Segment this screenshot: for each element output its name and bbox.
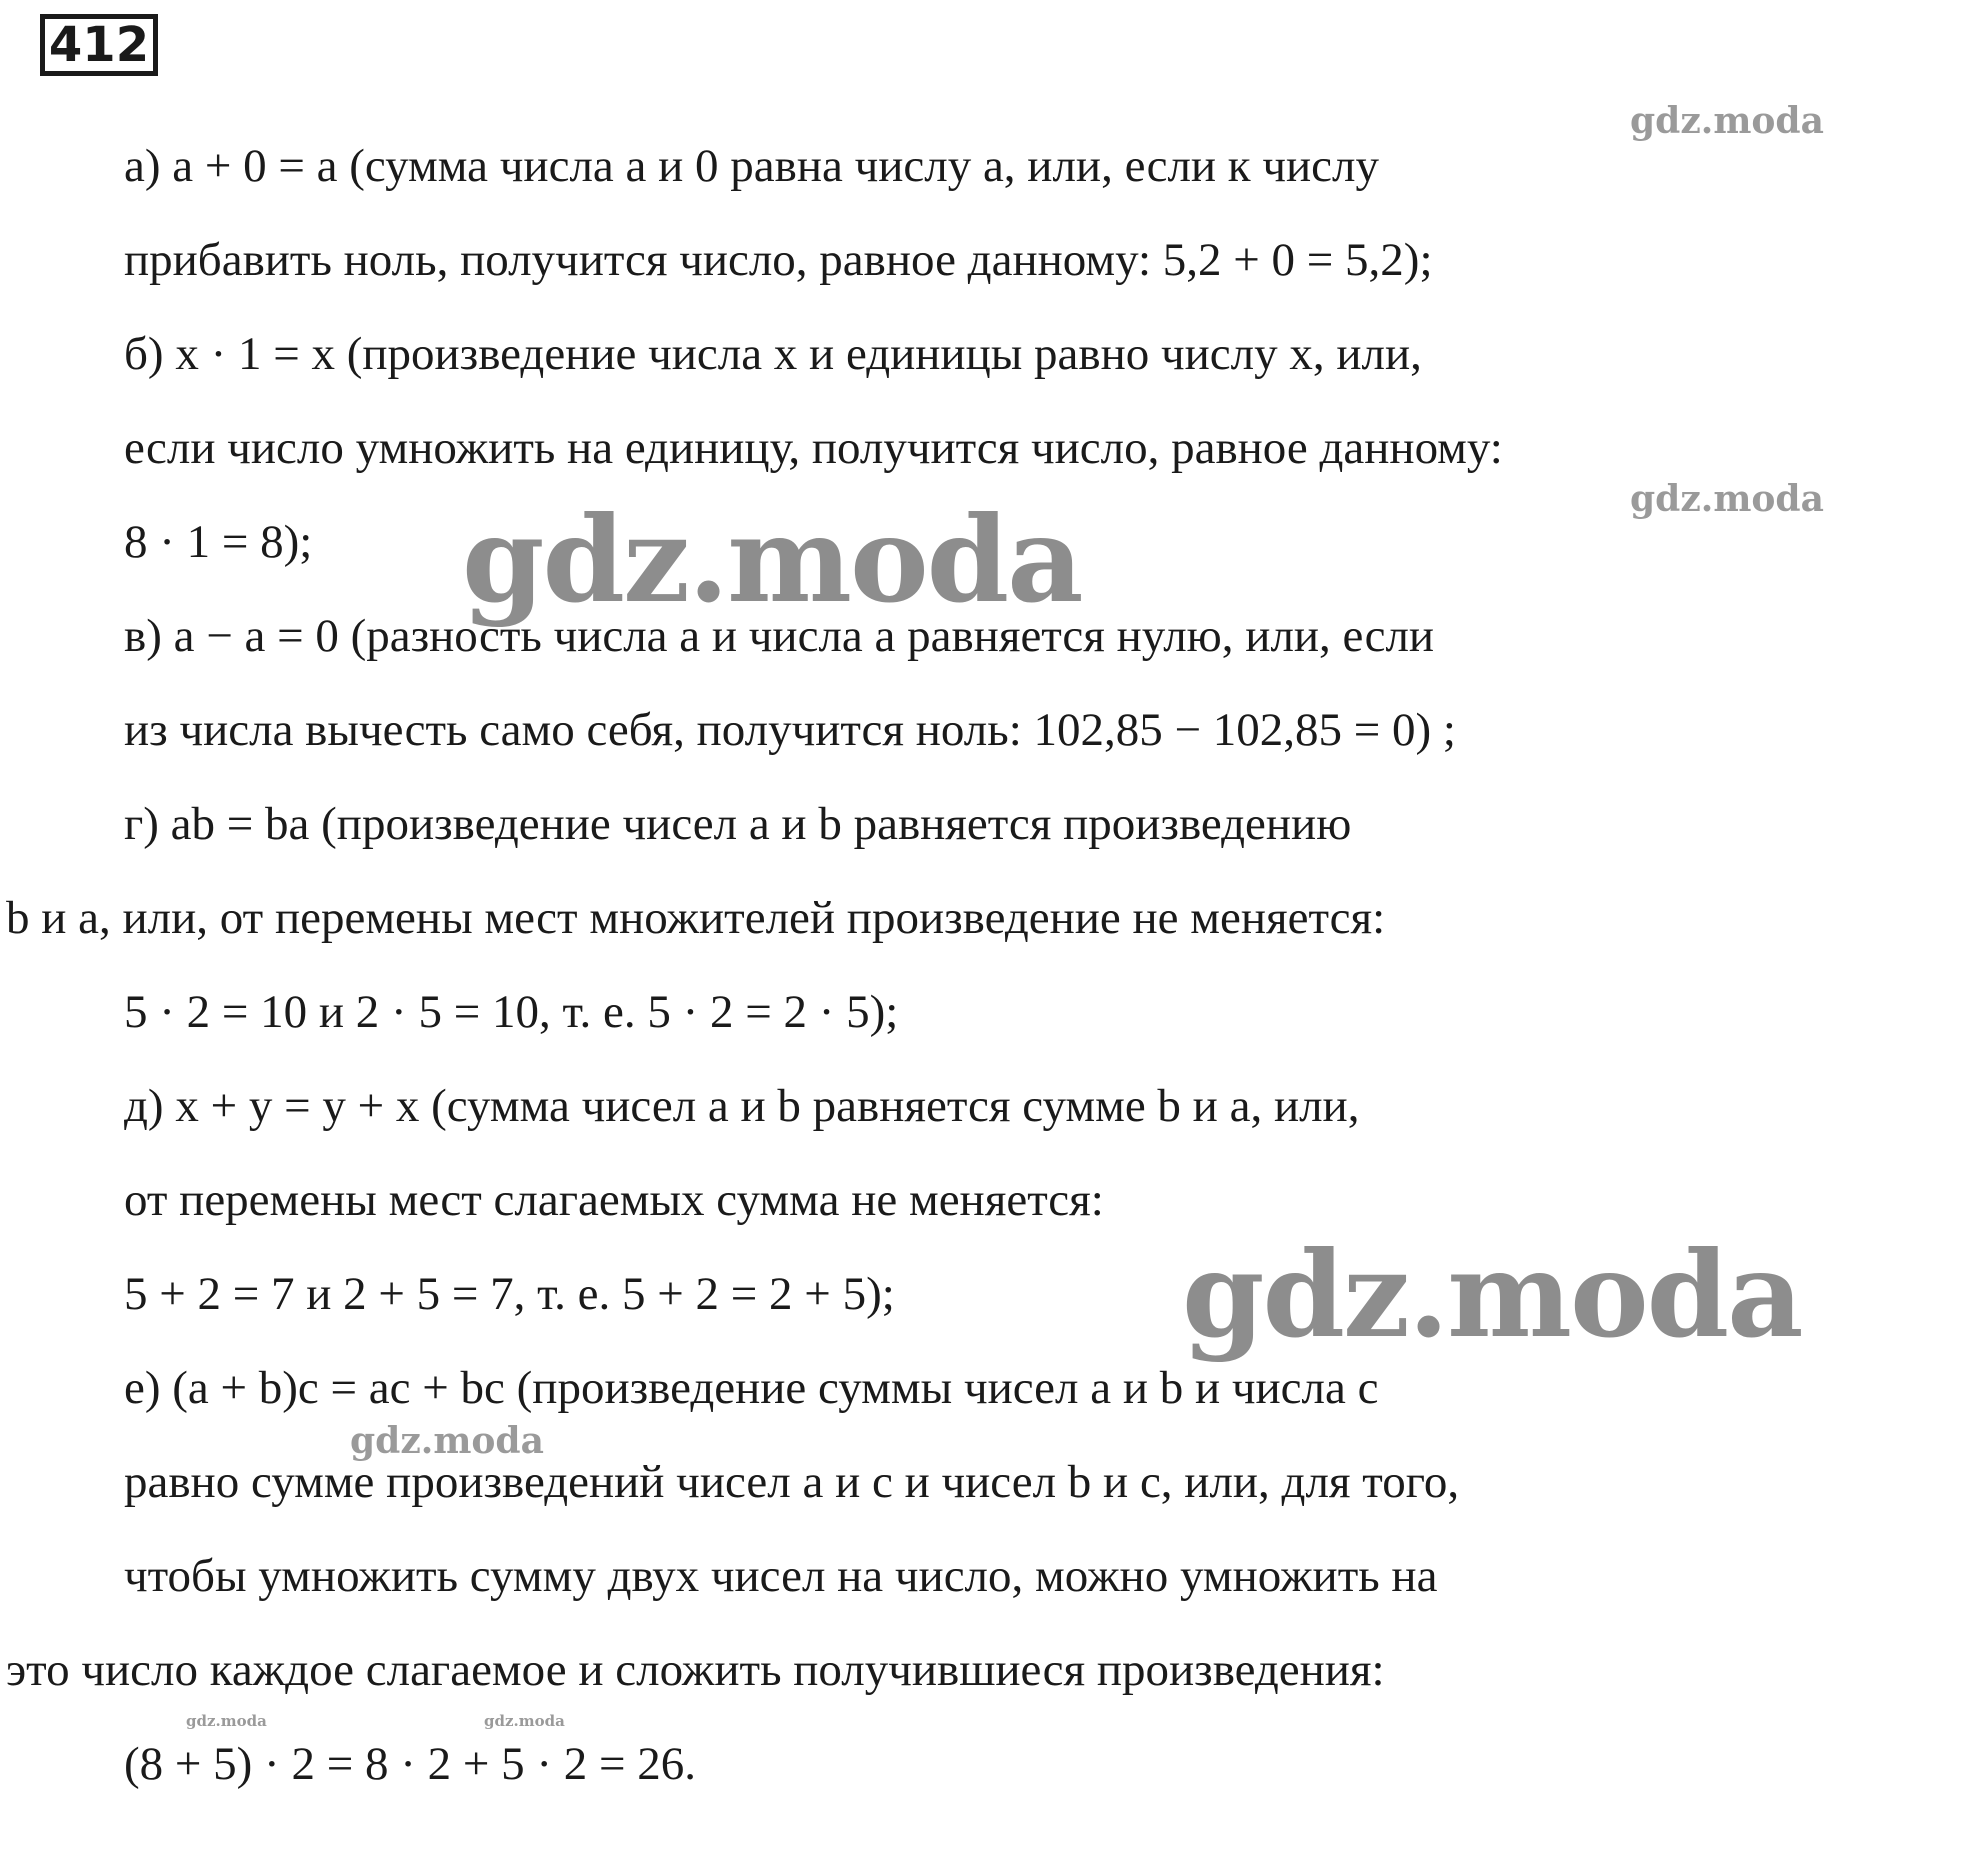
- text-line-3: б) x · 1 = x (произведение числа x и единицы равно числу x, или,: [124, 328, 1422, 380]
- watermark: gdz.moda: [462, 490, 1082, 629]
- watermark: gdz.moda: [1630, 478, 1824, 520]
- text-line-5: 8 · 1 = 8);: [124, 516, 313, 568]
- text-line-12: от перемены мест слагаемых сумма не меняется:: [124, 1174, 1104, 1226]
- watermark: gdz.moda: [1630, 100, 1824, 142]
- text-line-2: прибавить ноль, получится число, равное данному: 5,2 + 0 = 5,2);: [124, 234, 1433, 286]
- text-line-17: это число каждое слагаемое и сложить получившиеся произведения:: [6, 1644, 1385, 1696]
- text-line-6: в) a − a = 0 (разность числа a и числа a равняется нулю, или, если: [124, 610, 1435, 662]
- text-line-7: из числа вычесть само себя, получится ноль: 102,85 − 102,85 = 0) ;: [124, 704, 1456, 756]
- text-line-9: b и a, или, от перемены мест множителей произведение не меняется:: [6, 892, 1386, 944]
- text-line-11: д) x + y = y + x (сумма чисел a и b равняется сумме b и a, или,: [124, 1080, 1360, 1132]
- text-line-8: г) ab = ba (произведение чисел a и b равняется произведению: [124, 798, 1352, 850]
- watermark: gdz.moda: [1182, 1225, 1802, 1364]
- watermark: gdz.moda: [186, 1712, 267, 1730]
- text-line-4: если число умножить на единицу, получится число, равное данному:: [124, 422, 1503, 474]
- text-line-10: 5 · 2 = 10 и 2 · 5 = 10, т. е. 5 · 2 = 2 · 5);: [124, 986, 899, 1038]
- text-line-16: чтобы умножить сумму двух чисел на число, можно умножить на: [124, 1550, 1438, 1602]
- text-line-14: е) (a + b)c = ac + bc (произведение суммы чисел a и b и числа c: [124, 1362, 1379, 1414]
- text-line-18: (8 + 5) · 2 = 8 · 2 + 5 · 2 = 26.: [124, 1738, 697, 1790]
- watermark: gdz.moda: [350, 1420, 544, 1462]
- watermark: gdz.moda: [484, 1712, 565, 1730]
- text-line-1: а) a + 0 = a (сумма числа a и 0 равна числу a, или, если к числу: [124, 140, 1380, 192]
- text-line-15: равно сумме произведений чисел a и c и чисел b и c, или, для того,: [124, 1456, 1460, 1508]
- task-number: 412: [40, 14, 158, 76]
- text-line-13: 5 + 2 = 7 и 2 + 5 = 7, т. е. 5 + 2 = 2 + 5);: [124, 1268, 895, 1320]
